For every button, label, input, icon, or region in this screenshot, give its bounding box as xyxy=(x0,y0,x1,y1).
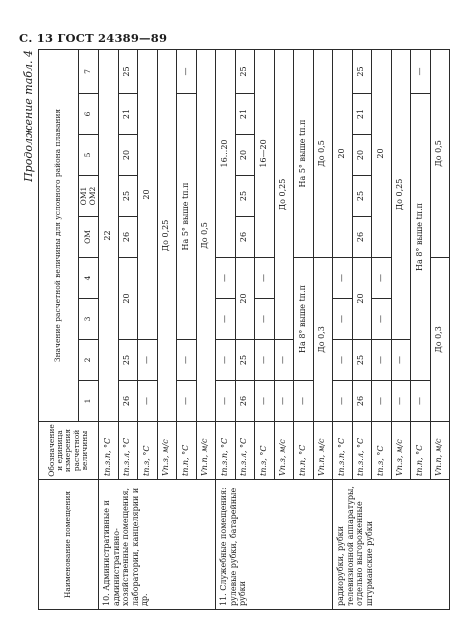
designation-cell: Vп.з, м/с xyxy=(391,422,411,480)
value-cell: 25 xyxy=(235,49,255,93)
value-cell: 20 xyxy=(118,135,138,176)
value-cell: — xyxy=(333,258,353,299)
value-cell: — xyxy=(255,340,275,381)
designation-cell: Vп.з, м/с xyxy=(157,422,177,480)
designation-cell: Vп.п, м/с xyxy=(430,422,450,480)
designation-cell: tп.з.п, °С xyxy=(99,422,119,480)
designation-cell: Vп.п, м/с xyxy=(196,422,216,480)
designation-cell: tп.з, °С xyxy=(372,422,392,480)
value-cell: 16—20 xyxy=(255,49,275,257)
value-cell: 25 xyxy=(352,49,372,93)
value-cell: 21 xyxy=(235,94,255,135)
value-cell: — xyxy=(372,258,392,299)
table-continuation-label: Продолжение табл. 4 xyxy=(22,50,35,182)
designation-cell: tп.з.п, °С xyxy=(216,422,236,480)
table-row xyxy=(333,49,353,609)
value-cell: — xyxy=(372,381,392,422)
value-cell: — xyxy=(255,381,275,422)
header-designation: Обозначение и единица измерения расчетной величины xyxy=(39,422,99,480)
parameters-table xyxy=(38,49,450,610)
value-cell: — xyxy=(177,49,197,93)
value-cell: 20 xyxy=(372,49,392,257)
value-cell: 20 xyxy=(352,135,372,176)
value-cell: До 0,5 xyxy=(430,49,450,257)
designation-cell: tп.п, °С xyxy=(411,422,431,480)
header-col-5: 5 xyxy=(79,135,99,176)
value-cell: — xyxy=(411,49,431,93)
value-cell: — xyxy=(333,299,353,340)
value-cell: До 0,25 xyxy=(274,49,294,339)
value-cell: До 0,5 xyxy=(196,49,216,421)
value-cell: — xyxy=(391,340,411,381)
designation-cell: tп.з, °С xyxy=(138,422,158,480)
value-cell: — xyxy=(216,258,236,299)
value-cell: — xyxy=(177,381,197,422)
rotated-content xyxy=(20,50,444,610)
value-cell: На 8° выше tп.п xyxy=(294,258,314,381)
value-cell: 20 xyxy=(138,49,158,339)
value-cell: 25 xyxy=(118,49,138,93)
value-cell: На 8° выше tп.п xyxy=(411,94,431,381)
designation-cell: Vп.п, м/с xyxy=(313,422,333,480)
value-cell: 25 xyxy=(118,176,138,217)
designation-cell: tп.з.л, °С xyxy=(235,422,255,480)
value-cell: 26 xyxy=(118,381,138,422)
header-col-3: 3 xyxy=(79,299,99,340)
value-cell: 25 xyxy=(118,340,138,381)
value-cell: — xyxy=(391,381,411,422)
header-col-4: 4 xyxy=(79,258,99,299)
value-cell: 22 xyxy=(99,49,119,421)
value-cell: 20 xyxy=(235,258,255,340)
value-cell: — xyxy=(216,381,236,422)
value-cell: — xyxy=(372,299,392,340)
header-col-2: 2 xyxy=(79,340,99,381)
value-cell: 26 xyxy=(118,217,138,258)
value-cell: 20 xyxy=(333,49,353,257)
header-col-7: 7 xyxy=(79,49,99,93)
value-cell: — xyxy=(333,381,353,422)
designation-cell: tп.з.л, °С xyxy=(118,422,138,480)
value-cell: До 0,3 xyxy=(313,258,333,422)
header-col-om1-om2: ОМ1 ОМ2 xyxy=(79,176,99,217)
page-number-label: С. 13 ГОСТ 24389—89 xyxy=(19,31,168,45)
value-cell: 20 xyxy=(235,135,255,176)
value-cell: 26 xyxy=(352,381,372,422)
room-name-cell: радиорубки, рубки телевизионной аппаратуры, отдельно выгороженные штурманские рубки xyxy=(333,480,450,610)
value-cell: — xyxy=(274,340,294,381)
designation-cell: tп.з.п, °С xyxy=(333,422,353,480)
value-cell: — xyxy=(177,340,197,381)
header-col-6: 6 xyxy=(79,94,99,135)
value-cell: — xyxy=(333,340,353,381)
value-cell: До 0,25 xyxy=(157,49,177,421)
value-cell: До 0,5 xyxy=(313,49,333,257)
room-name-cell: 11. Служебные помещения: рулевые рубки, батарейные рубки xyxy=(216,480,333,610)
value-cell: 25 xyxy=(352,176,372,217)
value-cell: — xyxy=(294,381,314,422)
header-col-1: 1 xyxy=(79,381,99,422)
value-cell: 26 xyxy=(352,217,372,258)
value-cell: 21 xyxy=(118,94,138,135)
value-cell: — xyxy=(411,381,431,422)
value-cell: 25 xyxy=(352,340,372,381)
designation-cell: tп.з, °С xyxy=(255,422,275,480)
designation-cell: tп.п, °С xyxy=(294,422,314,480)
designation-cell: Vп.з, м/с xyxy=(274,422,294,480)
value-cell: 21 xyxy=(352,94,372,135)
value-cell: 16...20 xyxy=(216,49,236,257)
value-cell: — xyxy=(138,381,158,422)
designation-cell: tп.з.л, °С xyxy=(352,422,372,480)
value-cell: До 0,3 xyxy=(430,258,450,422)
table-row xyxy=(216,49,236,609)
value-cell: На 5° выше tп.п xyxy=(177,94,197,340)
value-cell: 20 xyxy=(118,258,138,340)
room-name-cell: 10. Административные и административно-хозяйственные помещения, лаборатории, канцелярии и др. xyxy=(99,480,216,610)
table-body xyxy=(99,49,450,609)
table-row xyxy=(99,49,119,609)
value-cell: До 0,25 xyxy=(391,49,411,339)
value-cell: — xyxy=(255,258,275,299)
value-cell: — xyxy=(274,381,294,422)
value-cell: — xyxy=(216,340,236,381)
header-room-name: Наименование помещения xyxy=(39,480,99,610)
value-cell: 26 xyxy=(235,381,255,422)
value-cell: 20 xyxy=(352,258,372,340)
designation-cell: tп.п, °С xyxy=(177,422,197,480)
value-cell: 25 xyxy=(235,176,255,217)
value-cell: 26 xyxy=(235,217,255,258)
value-cell: 25 xyxy=(235,340,255,381)
value-cell: — xyxy=(138,340,158,381)
value-cell: — xyxy=(372,340,392,381)
value-cell: — xyxy=(216,299,236,340)
header-value-group: Значение расчетной величины для условного района плавания xyxy=(39,49,79,421)
value-cell: На 5° выше tп.п xyxy=(294,49,314,257)
header-col-om: ОМ xyxy=(79,217,99,258)
value-cell: — xyxy=(255,299,275,340)
